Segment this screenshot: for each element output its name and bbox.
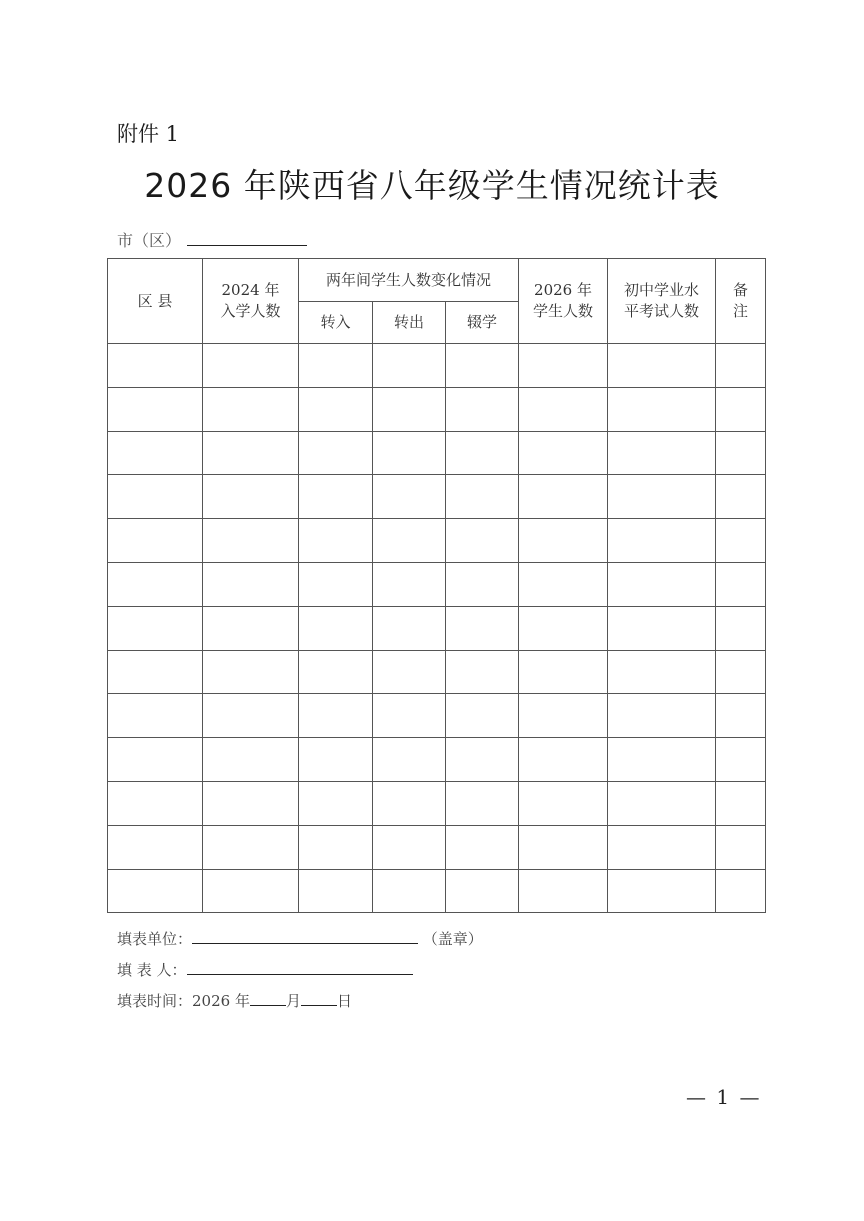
table-cell[interactable] <box>203 475 299 519</box>
table-cell[interactable] <box>519 519 608 563</box>
table-cell[interactable] <box>203 519 299 563</box>
table-cell[interactable] <box>373 344 446 388</box>
header-enroll-2024-line1: 2024 年 <box>221 281 280 299</box>
table-cell[interactable] <box>108 738 203 782</box>
table-cell[interactable] <box>446 781 519 825</box>
table-cell[interactable] <box>446 431 519 475</box>
page-title: 2026 年陕西省八年级学生情况统计表 <box>144 166 720 205</box>
table-cell[interactable] <box>608 606 716 650</box>
table-cell[interactable] <box>519 869 608 913</box>
header-transfer-out: 转出 <box>373 302 446 344</box>
table-cell[interactable] <box>446 387 519 431</box>
time-label: 填表时间：2026 年 <box>117 992 250 1010</box>
table-cell[interactable] <box>446 738 519 782</box>
table-cell[interactable] <box>203 694 299 738</box>
unit-field <box>117 928 483 949</box>
header-students-2026-line2: 学生人数 <box>533 302 594 320</box>
day-label: 日 <box>336 992 352 1010</box>
unit-label: 填表单位： <box>117 930 193 948</box>
table-cell[interactable] <box>373 519 446 563</box>
table-cell[interactable] <box>608 431 716 475</box>
table-cell[interactable] <box>608 519 716 563</box>
table-cell[interactable] <box>716 738 766 782</box>
table-cell[interactable] <box>373 738 446 782</box>
city-label: 市（区） <box>117 231 182 250</box>
table-cell[interactable] <box>299 344 373 388</box>
table-cell[interactable] <box>716 431 766 475</box>
table-cell[interactable] <box>446 694 519 738</box>
table-cell[interactable] <box>608 387 716 431</box>
table-cell[interactable] <box>373 694 446 738</box>
table-body <box>108 344 766 913</box>
city-input-line[interactable] <box>187 230 307 246</box>
page-number: — 1 — <box>686 1085 762 1109</box>
header-exam-count <box>608 259 716 344</box>
table-cell[interactable] <box>203 344 299 388</box>
table-row <box>108 869 766 913</box>
header-transfer-in: 转入 <box>299 302 373 344</box>
header-enroll-2024-line2: 入学人数 <box>220 302 281 320</box>
table-cell[interactable] <box>108 650 203 694</box>
day-input-line[interactable] <box>301 991 337 1006</box>
table-cell[interactable] <box>716 475 766 519</box>
header-dropout: 辍学 <box>446 302 519 344</box>
table-cell[interactable] <box>203 781 299 825</box>
time-field <box>117 990 352 1011</box>
table-cell[interactable] <box>108 825 203 869</box>
header-students-2026 <box>519 259 608 344</box>
table-cell[interactable] <box>299 431 373 475</box>
table-cell[interactable] <box>519 344 608 388</box>
table-cell[interactable] <box>608 781 716 825</box>
table-cell[interactable] <box>373 562 446 606</box>
table-cell[interactable] <box>608 825 716 869</box>
table-cell[interactable] <box>108 519 203 563</box>
table-cell[interactable] <box>519 387 608 431</box>
table-cell[interactable] <box>608 694 716 738</box>
table-cell[interactable] <box>716 387 766 431</box>
seal-label: （盖章） <box>422 930 483 948</box>
table-cell[interactable] <box>446 650 519 694</box>
table-row <box>108 519 766 563</box>
table-cell[interactable] <box>519 475 608 519</box>
person-input-line[interactable] <box>187 960 413 975</box>
header-note-line2: 注 <box>733 302 749 320</box>
table-cell[interactable] <box>299 519 373 563</box>
table-cell[interactable] <box>446 606 519 650</box>
table-cell[interactable] <box>299 869 373 913</box>
header-students-2026-line1: 2026 年 <box>534 281 592 299</box>
table-cell[interactable] <box>299 562 373 606</box>
unit-input-line[interactable] <box>192 929 418 944</box>
table-cell[interactable] <box>108 475 203 519</box>
header-row-1 <box>108 259 766 302</box>
table-cell[interactable] <box>299 387 373 431</box>
table-row <box>108 387 766 431</box>
table-cell[interactable] <box>108 694 203 738</box>
table-cell[interactable] <box>446 869 519 913</box>
table-cell[interactable] <box>716 869 766 913</box>
header-exam-line2: 平考试人数 <box>624 302 700 320</box>
table-cell[interactable] <box>299 694 373 738</box>
table-cell[interactable] <box>519 825 608 869</box>
table-cell[interactable] <box>716 694 766 738</box>
table-cell[interactable] <box>108 387 203 431</box>
month-label: 月 <box>285 992 301 1010</box>
table-cell[interactable] <box>519 606 608 650</box>
table-row <box>108 694 766 738</box>
table-cell[interactable] <box>203 606 299 650</box>
person-field <box>117 959 413 980</box>
table-cell[interactable] <box>716 344 766 388</box>
table-cell[interactable] <box>373 431 446 475</box>
table-row <box>108 606 766 650</box>
month-input-line[interactable] <box>250 991 286 1006</box>
table-row <box>108 344 766 388</box>
table-cell[interactable] <box>108 562 203 606</box>
table-row <box>108 781 766 825</box>
table-cell[interactable] <box>519 431 608 475</box>
table-row <box>108 475 766 519</box>
table-cell[interactable] <box>446 825 519 869</box>
table-cell[interactable] <box>716 562 766 606</box>
table-cell[interactable] <box>203 825 299 869</box>
table-cell[interactable] <box>108 431 203 475</box>
city-field <box>117 228 307 251</box>
person-label: 填 表 人： <box>117 961 187 979</box>
table-cell[interactable] <box>519 562 608 606</box>
table-cell[interactable] <box>108 344 203 388</box>
header-change: 两年间学生人数变化情况 <box>299 259 519 302</box>
table-cell[interactable] <box>716 519 766 563</box>
table-cell[interactable] <box>446 562 519 606</box>
table-cell[interactable] <box>299 475 373 519</box>
table-row <box>108 825 766 869</box>
table-cell[interactable] <box>519 781 608 825</box>
table-cell[interactable] <box>716 650 766 694</box>
table-cell[interactable] <box>608 475 716 519</box>
table-cell[interactable] <box>608 344 716 388</box>
table-cell[interactable] <box>373 650 446 694</box>
table-cell[interactable] <box>203 869 299 913</box>
table-cell[interactable] <box>299 781 373 825</box>
table-cell[interactable] <box>519 650 608 694</box>
table-cell[interactable] <box>299 606 373 650</box>
attachment-label: 附件 1 <box>117 122 180 146</box>
table-cell[interactable] <box>716 825 766 869</box>
table-cell[interactable] <box>203 738 299 782</box>
table-cell[interactable] <box>608 869 716 913</box>
header-note <box>716 259 766 344</box>
table-cell[interactable] <box>373 475 446 519</box>
table-cell[interactable] <box>519 694 608 738</box>
table-cell[interactable] <box>299 650 373 694</box>
table-cell[interactable] <box>608 738 716 782</box>
table-cell[interactable] <box>373 825 446 869</box>
table-cell[interactable] <box>203 650 299 694</box>
header-exam-line1: 初中学业水 <box>624 281 700 299</box>
header-note-line1: 备 <box>733 281 749 299</box>
table-cell[interactable] <box>373 869 446 913</box>
table-cell[interactable] <box>608 562 716 606</box>
table-cell[interactable] <box>446 519 519 563</box>
table-cell[interactable] <box>203 431 299 475</box>
table-cell[interactable] <box>446 475 519 519</box>
table-cell[interactable] <box>608 650 716 694</box>
table-cell[interactable] <box>108 606 203 650</box>
table-cell[interactable] <box>203 387 299 431</box>
table-cell[interactable] <box>203 562 299 606</box>
table-cell[interactable] <box>108 781 203 825</box>
table-row <box>108 562 766 606</box>
table-cell[interactable] <box>373 606 446 650</box>
table-cell[interactable] <box>373 781 446 825</box>
table-row <box>108 738 766 782</box>
table-cell[interactable] <box>108 869 203 913</box>
table-row <box>108 431 766 475</box>
table-cell[interactable] <box>446 344 519 388</box>
table-cell[interactable] <box>299 738 373 782</box>
table-cell[interactable] <box>373 387 446 431</box>
table-cell[interactable] <box>519 738 608 782</box>
header-district: 区 县 <box>108 259 203 344</box>
statistics-table <box>107 258 766 913</box>
table-cell[interactable] <box>299 825 373 869</box>
table-row <box>108 650 766 694</box>
table-cell[interactable] <box>716 781 766 825</box>
table-cell[interactable] <box>716 606 766 650</box>
header-enroll-2024 <box>203 259 299 344</box>
